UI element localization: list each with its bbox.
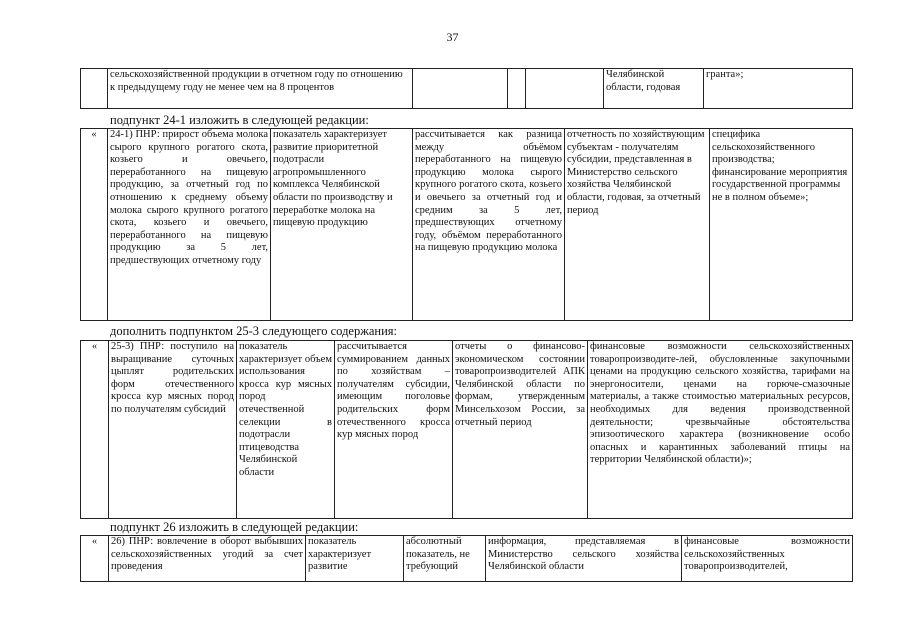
table-cell-description: показатель характеризует развитие: [306, 536, 404, 582]
table-cell-factors: гранта»;: [704, 69, 853, 109]
table-item-24-1: [80, 128, 853, 321]
table-item-26: [80, 535, 853, 582]
table-continuation: [80, 68, 853, 109]
table-cell-empty: [508, 69, 526, 109]
table-cell-factors: финансовые возможности сельскохозяйственных товаропроизводите-лей, обусловленные закупочными ценами на продукцию сельского хозяйства, тарифами на энергоносители, ценами на горюче-смазочные материалы, а также стоимостью материальных ресурсов, необходимых для ведения производственной деятельности; чрезвычайные обстоятельства эпизоотического характера (возникновение особо опасных и карантинных заболеваний птицы на территории Челябинской области)»;: [588, 341, 853, 519]
table-cell-source: отчетность по хозяйствующим субъектам - получателям субсидии, представленная в Министерство сельского хозяйства Челябинской области, годовая, за отчетный период: [565, 129, 710, 321]
table-cell-description: показатель характеризует развитие приоритетной подотрасли агропромышленного комплекса Челябинской области по производству и переработке молока на пищевую продукцию: [271, 129, 413, 321]
table-cell-calculation: рассчитывается суммированием данных по хозяйствам – получателям субсидии, имеющим поголовье родительских форм отечественного кросса кур мясных пород: [335, 341, 453, 519]
opening-quote: «: [81, 536, 109, 582]
table-cell-source: отчеты о финансово-экономическом состоянии товаропроизводителей АПК Челябинской области по формам, утвержденным Минсельхозом России, за отчетный период: [453, 341, 588, 519]
table-cell-source: Челябинской области, годовая: [604, 69, 704, 109]
table-cell-empty: [413, 69, 508, 109]
table-cell-calculation: абсолютный показатель, не требующий: [404, 536, 486, 582]
section-heading-24-1: подпункт 24-1 изложить в следующей редакции:: [110, 113, 369, 127]
opening-quote: «: [81, 129, 108, 321]
section-heading-26: подпункт 26 изложить в следующей редакции:: [110, 520, 359, 534]
table-cell-factors: финансовые возможности сельскохозяйственных товаропроизводителей,: [682, 536, 853, 582]
table-cell-indicator: сельскохозяйственной продукции в отчетном году по отношению к предыдущему году не менее чем на 8 процентов: [108, 69, 413, 109]
table-cell-indicator: 26) ПНР: вовлечение в оборот выбывших сельскохозяйственных угодий за счет проведения: [109, 536, 306, 582]
table-cell-description: показатель характеризует объем использования кросса кур мясных пород отечественной селекции в подотрасли птицеводства Челябинской области: [237, 341, 335, 519]
page-number: 37: [446, 30, 459, 44]
table-cell-empty: [81, 69, 108, 109]
table-cell-indicator: 24-1) ПНР: прирост объема молока сырого крупного рогатого скота, козьего и овечьего, переработанного на пищевую продукцию, за отчетный год по отношению к среднему объему молока сырого крупного рогатого скота, козьего и овечьего, переработанного на пищевую продукцию за 5 лет, предшествующих отчетному году: [108, 129, 271, 321]
section-heading-25-3: дополнить подпунктом 25-3 следующего содержания:: [110, 324, 398, 338]
table-cell-calculation: рассчитывается как разница между объёмом переработанного на пищевую продукцию молока сырого крупного рогатого скота, козьего и овечьего за отчетный год и средним за 5 лет, предшествующих отчетному году, объёмом переработанного на пищевую продукцию молока: [413, 129, 565, 321]
table-cell-indicator: 25-3) ПНР: поступило на выращивание суточных цыплят родительских форм отечественного кросса кур мясных пород по получателям субсидий: [109, 341, 237, 519]
table-cell-empty: [526, 69, 604, 109]
table-cell-source: информация, представляемая в Министерство сельского хозяйства Челябинской области: [486, 536, 682, 582]
table-cell-factors: специфика сельскохозяйственного производства; финансирование мероприятия государственной программы не в полном объеме»;: [710, 129, 853, 321]
opening-quote: «: [81, 341, 109, 519]
table-item-25-3: [80, 340, 853, 519]
